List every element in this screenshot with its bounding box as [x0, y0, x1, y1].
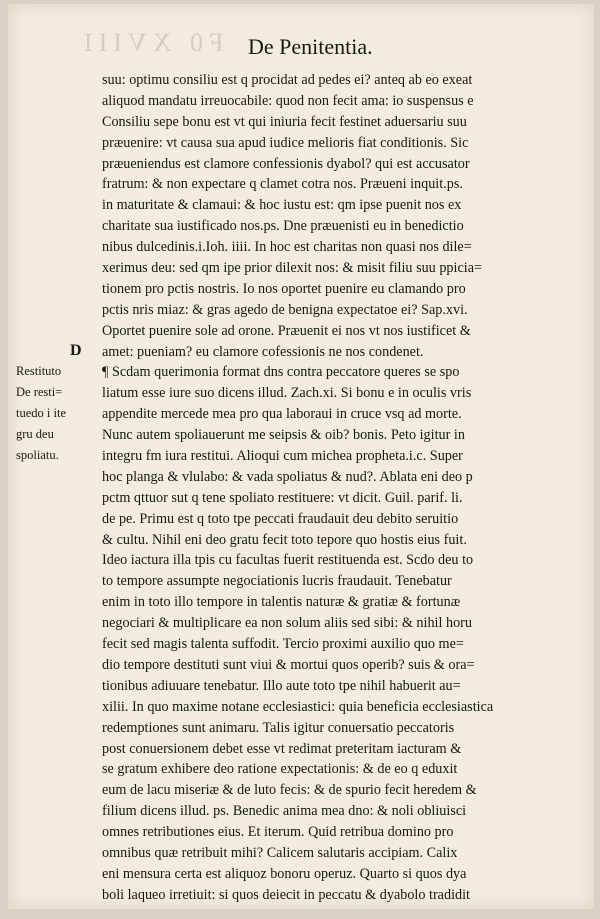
text-line: tionem pro pctis nostris. Io nos oportet puenire eu clamando pro — [102, 280, 466, 297]
text-line: pctm qttuor sut q tene spoliato restituere: vt dicit. Guil. parif. li. — [102, 489, 463, 506]
text-line: amet: pueniam? eu clamore cofessionis ne nos condenet. — [102, 343, 424, 360]
text-line: tionibus adiuuare tenebatur. Illo aute toto tpe nihil habuerit au= — [102, 677, 461, 694]
text-line: in maturitate & clamaui: & hoc iustu est: qm ipse puenit nos ex — [102, 197, 462, 214]
text-line: aliquod mandatu irreuocabile: quod non fecit ama: io suspensus e — [102, 92, 474, 109]
text-line: filium dicens illud. ps. Benedic anima mea dno: & noli obliuisci — [102, 803, 467, 820]
text-line: Ideo iactura illa tpis cu facultas fuerit restituenda est. Scdo deu to — [102, 552, 474, 569]
margin-note: Restituto — [16, 364, 62, 378]
book-page — [8, 4, 594, 909]
text-line: Consiliu sepe bonu est vt qui iniuria fecit festinet aduersariu suu — [102, 113, 467, 130]
text-line: negociari & multiplicare ea non solum aliis sed sibi: & nihil horu — [102, 615, 472, 632]
body-text — [102, 70, 572, 906]
text-line: to tempore assumpte negociationis lucris fraudauit. Tenebatur — [102, 573, 452, 590]
text-line: fratrum: & non expectare q clamet cotra nos. Præueni inquit.ps. — [102, 176, 463, 193]
text-line: hoc planga & vlulabo: & vada spoliatus & nud?. Ablata eni deo p — [102, 468, 473, 485]
text-line: omnes retributiones eius. Et iterum. Quid retribua domino pro — [102, 824, 454, 841]
margin-note: gru deu — [16, 427, 54, 441]
margin-note: De resti= — [16, 385, 63, 399]
text-line: eni mensura certa est aliquoz bonoru operuz. Quarto si quos dya — [102, 865, 467, 882]
text-line: fecit sed magis talenta suffodit. Tercio proximi auxilio quo me= — [102, 636, 464, 653]
text-line: præuenire: vt causa sua apud iudice melioris fiat conditionis. Sic — [102, 134, 469, 151]
text-line: se gratum exhibere deo ratione expectationis: & de eo q eduxit — [102, 761, 458, 778]
text-line: boli laqueo irretiuit: si quos deiecit in peccatu & dyabolo tradidit — [102, 886, 470, 903]
page-title: De Penitentia. — [248, 34, 373, 59]
text-line: xerimus deu: sed qm ipe prior dilexit nos: & misit filiu suu ppicia= — [102, 260, 482, 277]
text-line: enim in toto illo tempore in talentis naturæ & gratiæ & fortunæ — [102, 594, 461, 611]
text-line: appendite mercede mea pro qua laboraui in cruce vsq ad morte. — [102, 406, 462, 423]
text-line: pctis nris miaz: & gras agedo de benigna expectatoe ei? Sap.xvi. — [102, 301, 468, 318]
margin-letter: D — [70, 342, 82, 359]
margin-note: tuedo i ite — [16, 406, 66, 420]
text-line: & cultu. Nihil eni deo gratu fecit toto tepore quo hostis eius fuit. — [102, 531, 467, 548]
text-line: post conuersionem debet esse vt redimat preteritam iacturam & — [102, 740, 462, 757]
text-line: liatum esse iure suo dicens illud. Zach.xi. Si bonu e in oculis vris — [102, 385, 472, 402]
text-line: charitate sua iustificado nos.ps. Dne præuenisti eu in benedictio — [102, 218, 464, 235]
text-line: dio tempore destituti sunt viui & mortui quos operib? suis & ora= — [102, 656, 475, 673]
text-line: redemptiones sunt animaru. Talis igitur conuersatio peccatoris — [102, 719, 455, 736]
text-line: præueniendus est clamore confessionis dyabol? qui est accusator — [102, 155, 470, 172]
text-line: integru fm iura restitui. Alioqui cum michea propheta.i.c. Super — [102, 448, 463, 465]
text-line: de pe. Primu est q toto tpe peccati fraudauit deu debito seruitio — [102, 510, 459, 527]
bleed-through-text: F0 XVIII — [78, 28, 224, 57]
text-line: ¶ Scdam querimonia format dns contra peccatore queres se spo — [102, 364, 460, 381]
text-line: xilii. In quo maxime notane ecclesiastici: quia beneficia ecclesiastica — [102, 698, 494, 715]
text-line: eum de lacu miseriæ & de luto fecis: & de spurio fecit heredem & — [102, 782, 477, 799]
text-line: Oportet puenire sole ad orone. Præuenit ei nos vt nos iustificet & — [102, 322, 471, 339]
text-line: omnibus quæ retribuit mihi? Calicem salutaris accipiam. Calix — [102, 844, 458, 861]
text-line: suu: optimu consiliu est q procidat ad pedes ei? anteq ab eo exeat — [102, 72, 473, 88]
text-line: Nunc autem spoliauerunt me seipsis & oib? bonis. Peto igitur in — [102, 427, 465, 444]
text-line: nibus dulcedinis.i.Ioh. iiii. In hoc est charitas non quasi nos dile= — [102, 239, 472, 256]
margin-note: spoliatu. — [16, 448, 59, 462]
